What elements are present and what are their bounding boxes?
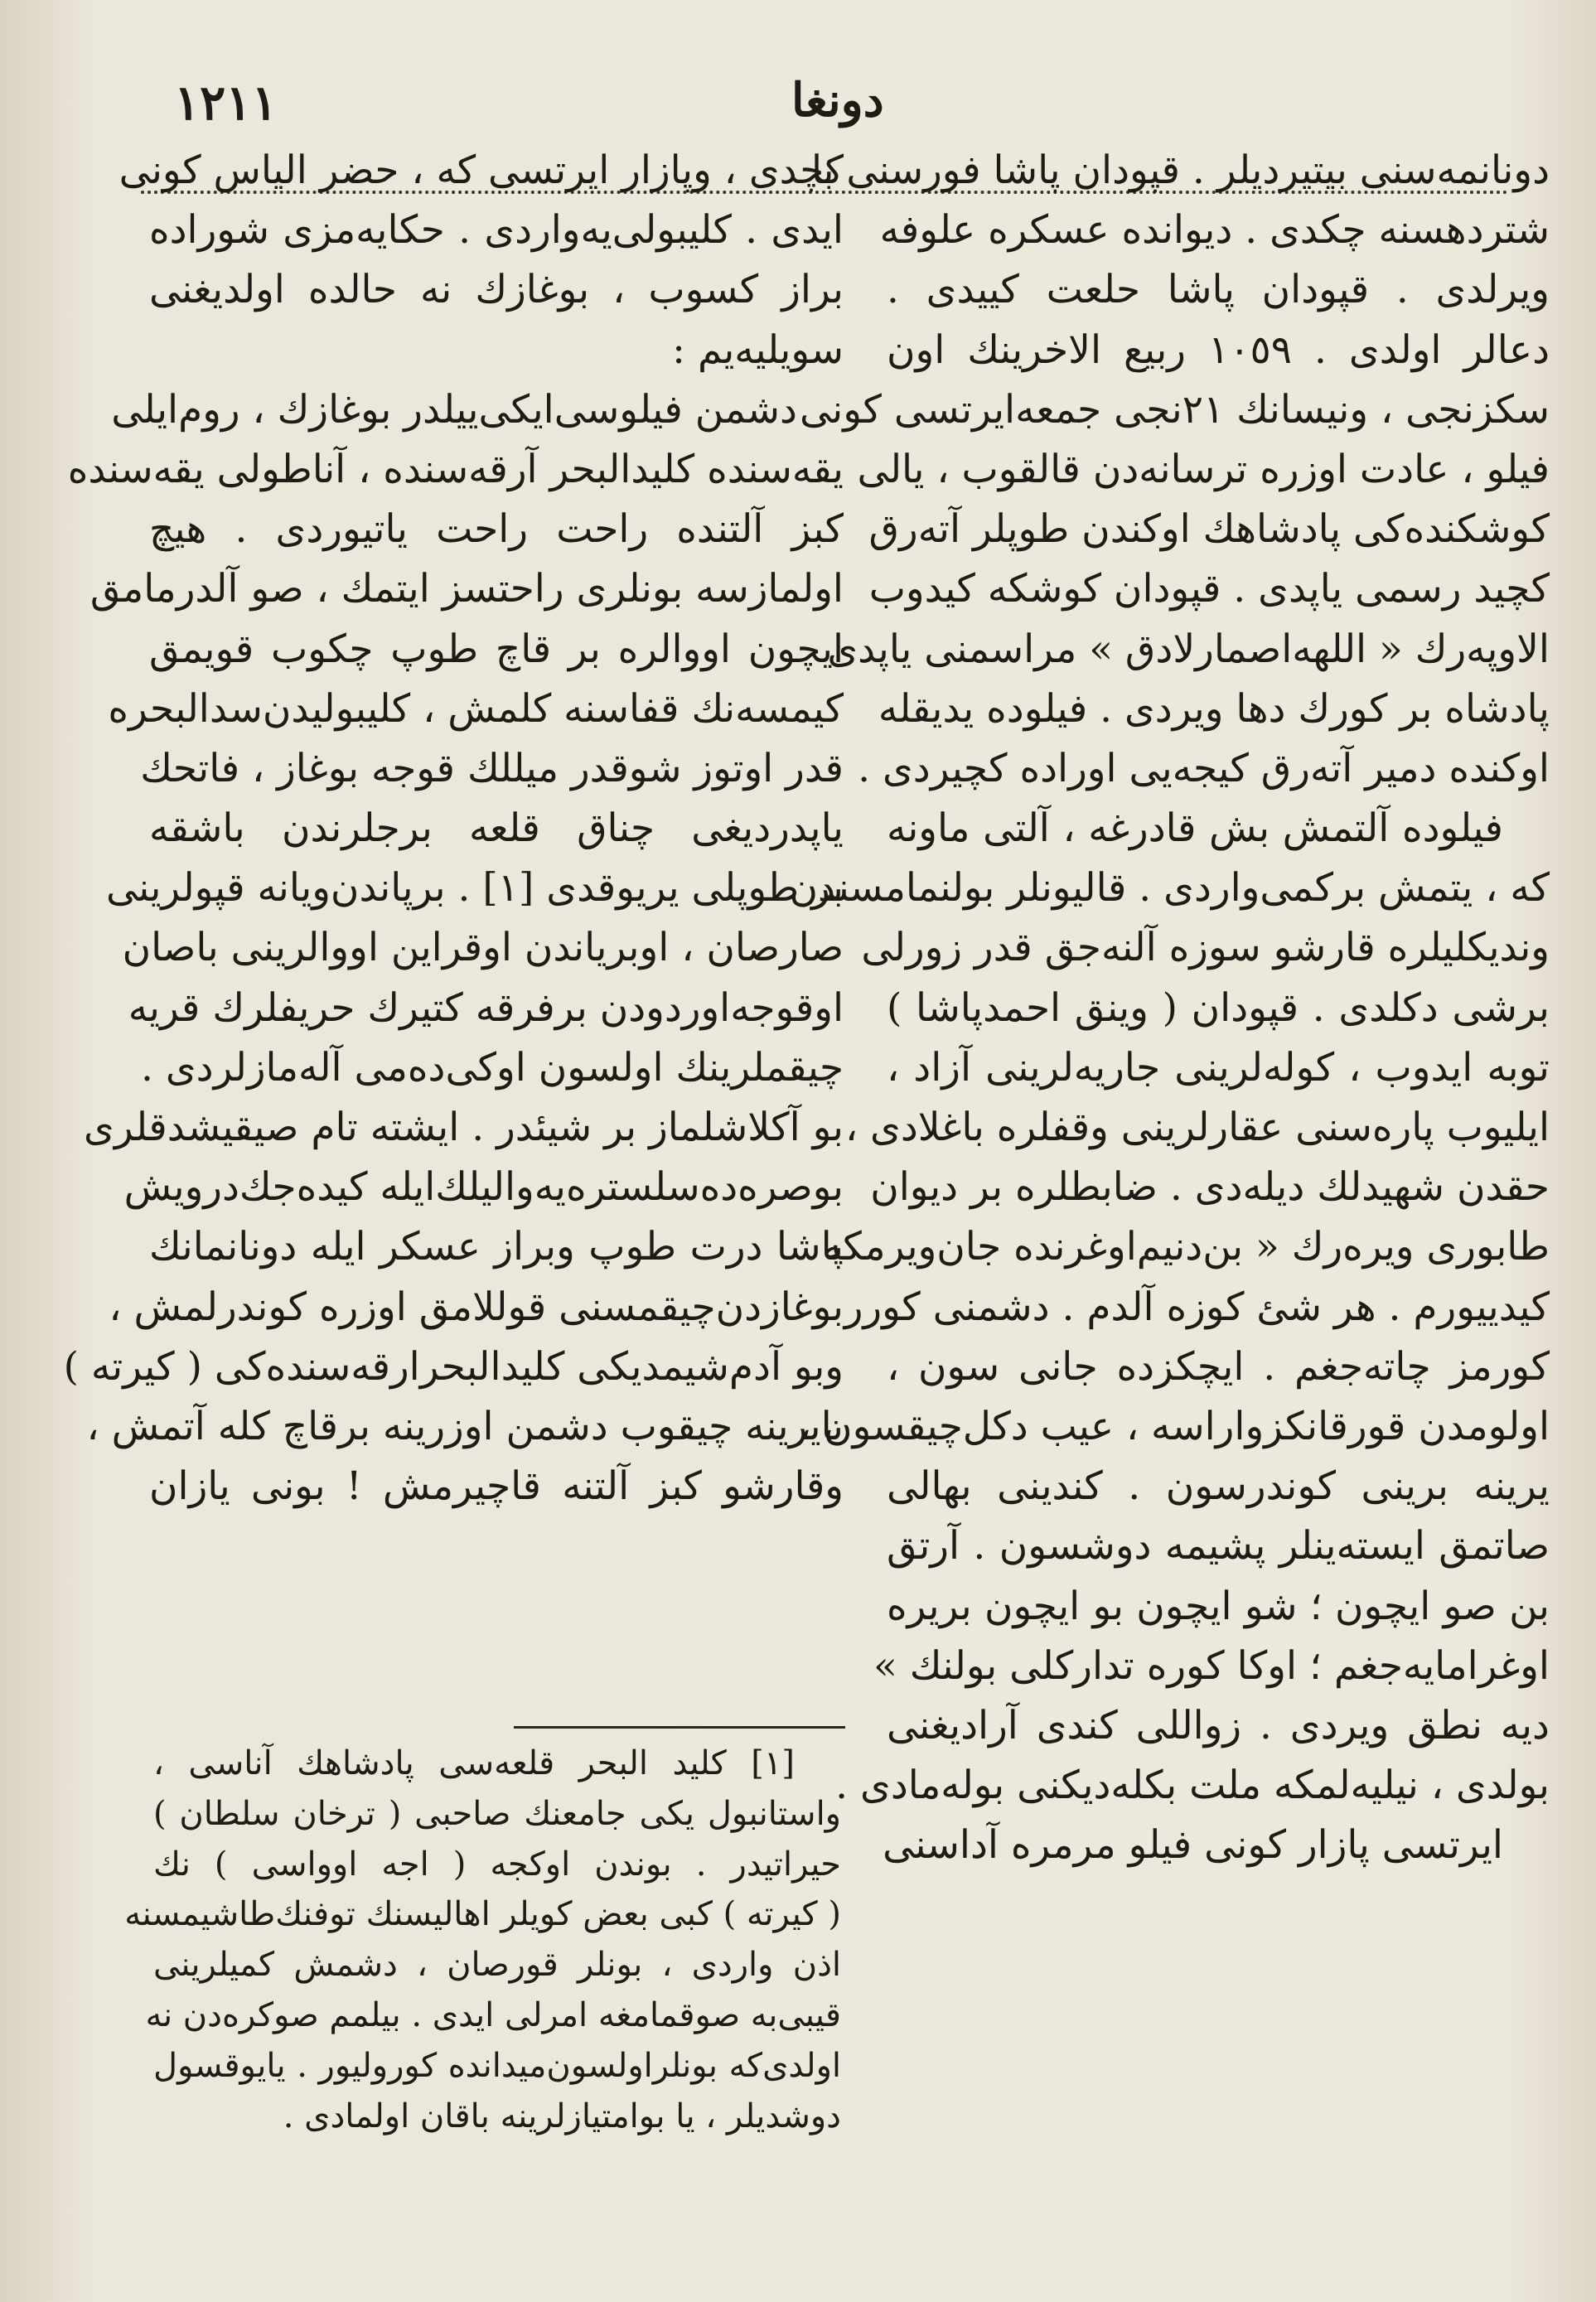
text-line: پادشاه بر کورك دها ویردی . فیلوده یدیقله <box>878 685 1550 732</box>
text-line: بوغازدن‌چیقمسنی قوللامق اوزره کوندرلمش ، <box>109 1284 844 1330</box>
footnote-line: اذن واردی ، بونلر قورصان ، دشمش کمیلرینی <box>153 1946 841 1985</box>
right-text-column <box>789 141 1550 1875</box>
text-line: کیمسه‌نك قفاسنه کلمش ، کلیبولیدن‌سدالبحره <box>108 685 844 732</box>
text-line: بولدی ، نیلیه‌لمکه ملت بکله‌دیکنی بوله‌مادی . <box>835 1763 1550 1809</box>
text-line: توبه ایدوب ، کوله‌لرینی جاریه‌لرینی آزاد ، <box>887 1044 1550 1091</box>
running-title: دونغا <box>791 73 884 128</box>
text-line: بوصره‌ده‌سلستره‌یه‌والیلك‌ایله کیده‌جك‌درویش <box>123 1164 844 1211</box>
text-line: بن صو ایچون ؛ شو ایچون بو ایچون بریره <box>887 1583 1550 1629</box>
text-line: فیلو ، عادت اوزره ترسانه‌دن قالقوب ، یالی <box>857 446 1550 492</box>
text-line: بو آکلاشلماز بر شیئدر . ایشته تام صیقیشدقلری <box>84 1105 844 1150</box>
text-line: براز کسوب ، بوغازك نه حالده اولدیغنی <box>149 267 844 313</box>
footnote-line: ( کیرته ) کبی بعض کویلر اهالیسنك توفنك‌طاشیمسنه <box>124 1895 841 1934</box>
footnote-line: دوشدیلر ، یا بوامتیازلرینه باقان اولمادی . <box>283 2096 841 2135</box>
text-line: دشمن فیلوسی‌ایکی‌ییلدر بوغازك ، روم‌ایلی <box>111 386 797 433</box>
footnote-line: واستانبول یکی جامعنك صاحبی ( ترخان سلطان ) <box>153 1794 841 1833</box>
text-line: چیقملرینك اولسون اوکی‌ده‌می آله‌مازلردی . <box>141 1044 844 1091</box>
text-line: الاوپه‌رك « اللهه‌اصمارلادق » مراسمنی یاپدی <box>827 626 1550 672</box>
text-line: دونانمه‌سنی بیتیردیلر . قپودان پاشا فورسنی با <box>811 148 1550 193</box>
text-line: اوکنده دمیر آته‌رق کیجه‌یی اوراده کچیردی . <box>858 745 1550 791</box>
text-line: کچدی ، وپازار ایرتسی که ، حضر الیاس کونی <box>118 148 844 193</box>
text-line: برشی دکلدی . قپودان ( وینق احمدپاشا ) <box>887 984 1550 1031</box>
text-line: دعالر اولدی . ١٠٥٩ ربیع الاخرینك اون <box>887 326 1550 373</box>
text-line: صاتمق ایسته‌ینلر پشیمه دوشسون . آرتق <box>887 1523 1550 1569</box>
text-line: اوقوجه‌اوردودن برفرقه کتیرك حریفلرك قریه <box>128 984 844 1031</box>
footnote-line: قیبی‌به صوقمامغه امرلی ایدی . بیلمم صوکره‌دن نه <box>145 1995 841 2034</box>
text-line: شتردهسنه چکدی . دیوانده عسکره علوفه <box>879 207 1550 254</box>
text-line: ایلیوب پاره‌سنی عقارلرینی وقفلره باغلادی ، <box>844 1105 1550 1150</box>
text-line: بر طوپلی یریوقدی [١] . برپاندن‌ویانه قپولرینی <box>105 865 844 912</box>
text-line: سویلیه‌یم : <box>672 326 844 373</box>
text-line: قدر اوتوز شوقدر میللك قوجه بوغاز ، فاتحك <box>140 745 844 791</box>
text-line: دیه نطق ویردی . زواللی کندی آرادیغنی <box>887 1702 1550 1748</box>
text-line: وبو آدم‌شیمدیکی کلیدالبحرارقه‌سنده‌کی ( کیرته ) <box>63 1343 844 1390</box>
text-line: طابوری ویره‌رك « بن‌دنیم‌اوغرنده جان‌ویرمکه <box>822 1224 1550 1270</box>
text-line: کبز آلتنده راحت راحت یاتیوردی . هیچ <box>149 506 844 553</box>
left-text-column <box>63 141 844 1516</box>
text-line: ایچون اووالره بر قاچ طوپ چکوب قویمق <box>149 626 844 672</box>
page-header <box>0 58 1596 149</box>
text-line: وقارشو کبز آلتنه قاچیرمش ! بونی یازان <box>149 1463 844 1510</box>
text-line: پاشا درت طوپ وبراز عسکر ایله دونانمانك <box>149 1224 844 1270</box>
footnote-line: اولدی‌که بونلراولسون‌میدانده کورولیور . یایوقسول <box>153 2046 841 2085</box>
text-line: اولومدن قورقانکزواراسه ، عیب دکل‌چیقسون ، <box>798 1403 1550 1449</box>
text-line: ایرتسی پازار کونی فیلو مرمره آداسنی <box>883 1822 1503 1869</box>
text-line: کیدییورم . هر شئ کوزه آلدم . دشمنی کورر <box>844 1284 1550 1330</box>
text-line: کوشکنده‌کی پادشاهك اوکندن طوپلر آته‌رق <box>868 506 1550 553</box>
text-line: حقدن شهیدلك دیله‌دی . ضابطلره بر دیوان <box>870 1164 1550 1211</box>
text-line: وندیکلیلره قارشو سوزه آلنه‌جق قدر زورلی <box>861 925 1550 971</box>
page-number: ١٢١١ <box>174 75 278 131</box>
footnote-line: حیراتیدر . بوندن اوکجه ( اجه اوواسی ) نك <box>153 1845 841 1884</box>
text-line: ویرلدی . قپودان پاشا حلعت کییدی . <box>887 267 1550 313</box>
footnotes <box>124 1739 841 2141</box>
text-line: اولمازسه بونلری راحتسز ایتمك ، صو آلدرمامق <box>89 566 844 612</box>
text-line: یقه‌سنده کلیدالبحر آرقه‌سنده ، آناطولی یقه‌سنده <box>67 446 844 492</box>
text-line: اوغرامایه‌جغم ؛ اوکا کوره تدارکلی بولنك » <box>873 1642 1550 1689</box>
text-line: که ، یتمش برکمی‌واردی . قالیونلر بولنمامسندن <box>789 865 1550 912</box>
text-line: کورمز چاته‌جغم . ایچکزده جانی سون ، <box>887 1343 1550 1390</box>
text-line: بایرینه چیقوب دشمن اوزرینه برقاچ کله آتمش ، <box>86 1403 844 1449</box>
text-line: کچید رسمی یاپدی . قپودان کوشکه کیدوب <box>868 566 1550 612</box>
text-line: یرینه برینی کوندرسون . کندینی بهالی <box>887 1463 1550 1510</box>
text-line: ایدی . کلیبولی‌یه‌واردی . حکایه‌مزی شوراده <box>149 207 844 254</box>
footnote-line: [١] کلید البحر قلعه‌سی پادشاهك آناسی ، <box>153 1744 795 1782</box>
footnote-rule <box>514 1726 845 1729</box>
text-line: سکزنجی ، ونیسانك ٢١نجی جمعه‌ایرتسی کونی <box>799 386 1550 433</box>
text-line: فیلوده آلتمش بش قادرغه ، آلتی ماونه <box>887 805 1503 852</box>
text-line: یاپدردیغی چناق قلعه برجلرندن باشقه <box>149 805 844 852</box>
text-line: صارصان ، اوبریاندن اوقراین اووالرینی باصان <box>122 925 844 971</box>
